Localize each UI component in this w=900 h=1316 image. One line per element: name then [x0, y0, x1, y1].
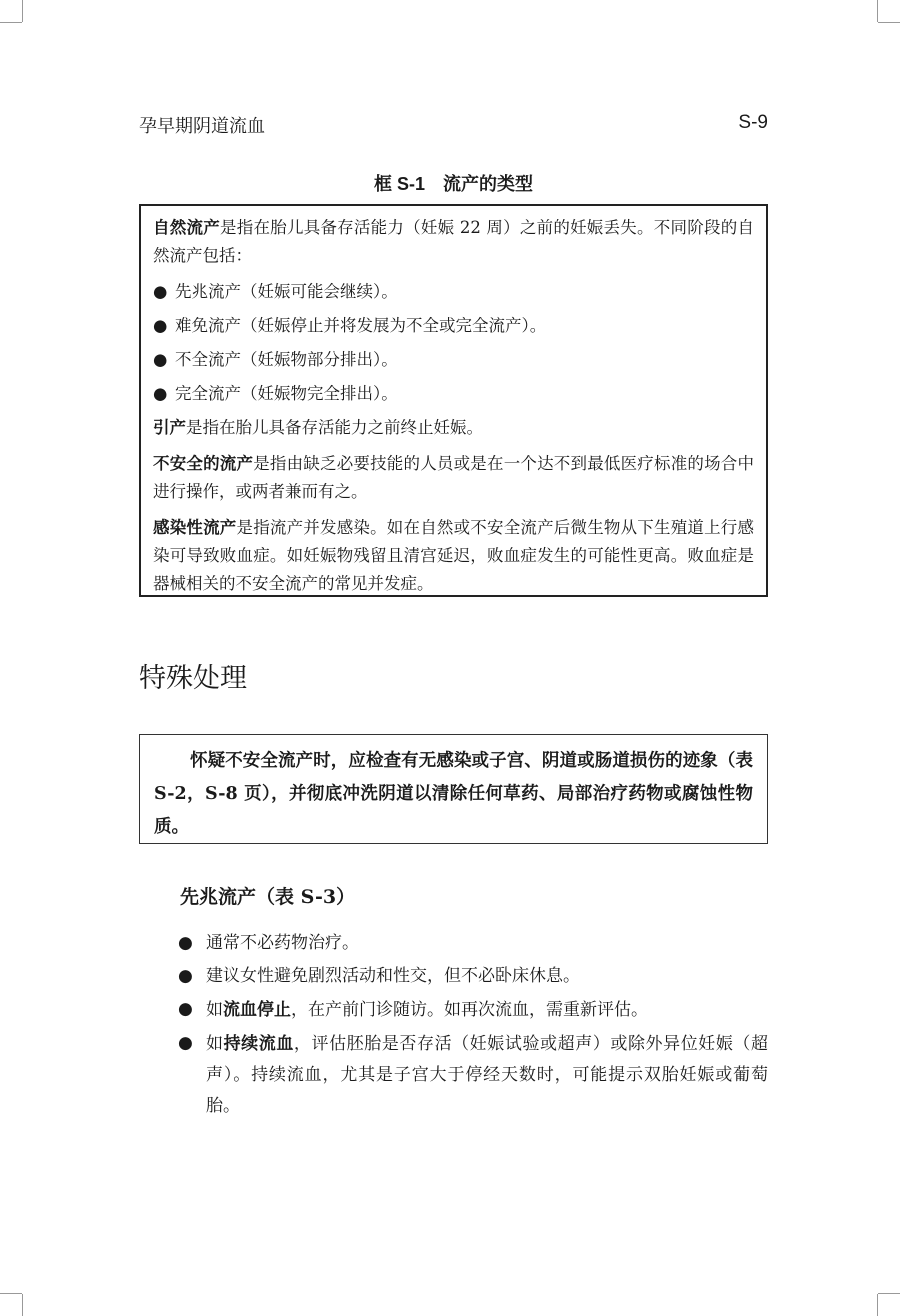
- item-text: 通常不必药物治疗。: [206, 933, 359, 953]
- item-text-pre: 如: [206, 1000, 223, 1020]
- heading-text: 先兆流产（: [180, 886, 276, 908]
- chapter-title: 孕早期阴道流血: [139, 116, 265, 136]
- section-heading: 特殊处理: [139, 663, 247, 693]
- crop-mark-bottom-right: [877, 1294, 878, 1316]
- term-septic: 感染性流产: [153, 519, 237, 537]
- stage-text: 先兆流产（妊娠可能会继续）。: [175, 282, 398, 301]
- table-reference: 表 S-3: [275, 886, 337, 908]
- bullet-icon: ●: [178, 966, 193, 986]
- crop-mark-top-left: [22, 0, 23, 22]
- crop-mark-top-left-h: [0, 22, 22, 23]
- item-text-post: ，评估胚胎是否存活（妊娠试验或超声）或除外异位妊娠（超声）。持续流血，尤其是子宫大于停经天数时，可能提示双胎妊娠或葡萄胎。: [206, 1034, 769, 1116]
- abortion-types-box: [139, 204, 768, 597]
- unsafe-definition: [153, 450, 754, 506]
- crop-mark-bottom-right-h: [878, 1293, 900, 1294]
- bullet-icon: ●: [153, 384, 168, 403]
- term-unsafe: 不安全的流产: [153, 455, 254, 473]
- list-item: [178, 928, 768, 959]
- crop-mark-top-right-h: [878, 22, 900, 23]
- bullet-icon: ●: [153, 316, 168, 335]
- bullet-icon: ●: [178, 1033, 193, 1053]
- stage-text: 难免流产（妊娠停止并将发展为不全或完全流产）。: [175, 316, 547, 335]
- unsafe-abortion-warning-box: 怀疑不安全流产时，应检查有无感染或子宫、阴道或肠道损伤的迹象（表 S-2，S-8 页），并彻底冲洗阴道以清除任何草药、局部治疗药物或腐蚀性物质。: [139, 734, 768, 844]
- term-induced: 引产: [153, 419, 186, 437]
- induced-text: 是指在胎儿具备存活能力之前终止妊娠。: [186, 418, 483, 437]
- stage-item: [153, 312, 754, 340]
- bullet-icon: ●: [178, 933, 193, 953]
- box-caption: [139, 170, 768, 196]
- bullet-icon: ●: [153, 350, 168, 369]
- item-keyword: 流血停止: [223, 1000, 291, 1019]
- running-header: [139, 112, 768, 136]
- induced-definition: [153, 414, 754, 442]
- item-text-pre: 如: [206, 1034, 224, 1054]
- item-keyword: 持续流血: [223, 1034, 294, 1053]
- crop-mark-top-right: [877, 0, 878, 22]
- bullet-icon: ●: [178, 999, 193, 1019]
- threatened-abortion-list: [178, 928, 768, 1124]
- list-item: [178, 961, 768, 992]
- heading-close: ）: [336, 886, 356, 908]
- stage-item: [153, 380, 754, 408]
- threatened-abortion-heading: [180, 882, 355, 909]
- stage-item: [153, 346, 754, 374]
- septic-text: 是指流产并发感染。如在自然或不安全流产后微生物从下生殖道上行感染可导致败血症。如妊娠物残留且清宫延迟，败血症发生的可能性更高。败血症是器械相关的不安全流产的常见并发症。: [153, 518, 754, 593]
- box-label: 框 S-1: [373, 174, 425, 194]
- stage-item: [153, 278, 754, 306]
- page-number: S-9: [738, 112, 768, 133]
- item-text: 建议女性避免剧烈活动和性交，但不必卧床休息。: [206, 966, 580, 986]
- stage-text: 完全流产（妊娠物完全排出）。: [175, 384, 398, 403]
- crop-mark-bottom-left: [22, 1294, 23, 1316]
- bullet-icon: ●: [153, 282, 168, 301]
- item-text-post: ，在产前门诊随访。如再次流血，需重新评估。: [291, 1000, 648, 1020]
- term-spontaneous: 自然流产: [153, 219, 220, 237]
- spontaneous-definition: [153, 214, 754, 270]
- septic-definition: [153, 514, 754, 598]
- spontaneous-text: 是指在胎儿具备存活能力（妊娠 22 周）之前的妊娠丢失。不同阶段的自然流产包括：: [153, 218, 754, 265]
- list-item: [178, 1028, 768, 1122]
- stage-text: 不全流产（妊娠物部分排出）。: [175, 350, 398, 369]
- box-title: 流产的类型: [443, 174, 533, 194]
- list-item: [178, 994, 768, 1026]
- crop-mark-bottom-left-h: [0, 1293, 22, 1294]
- unsafe-text: 是指由缺乏必要技能的人员或是在一个达不到最低医疗标准的场合中进行操作，或两者兼而有之。: [153, 454, 755, 501]
